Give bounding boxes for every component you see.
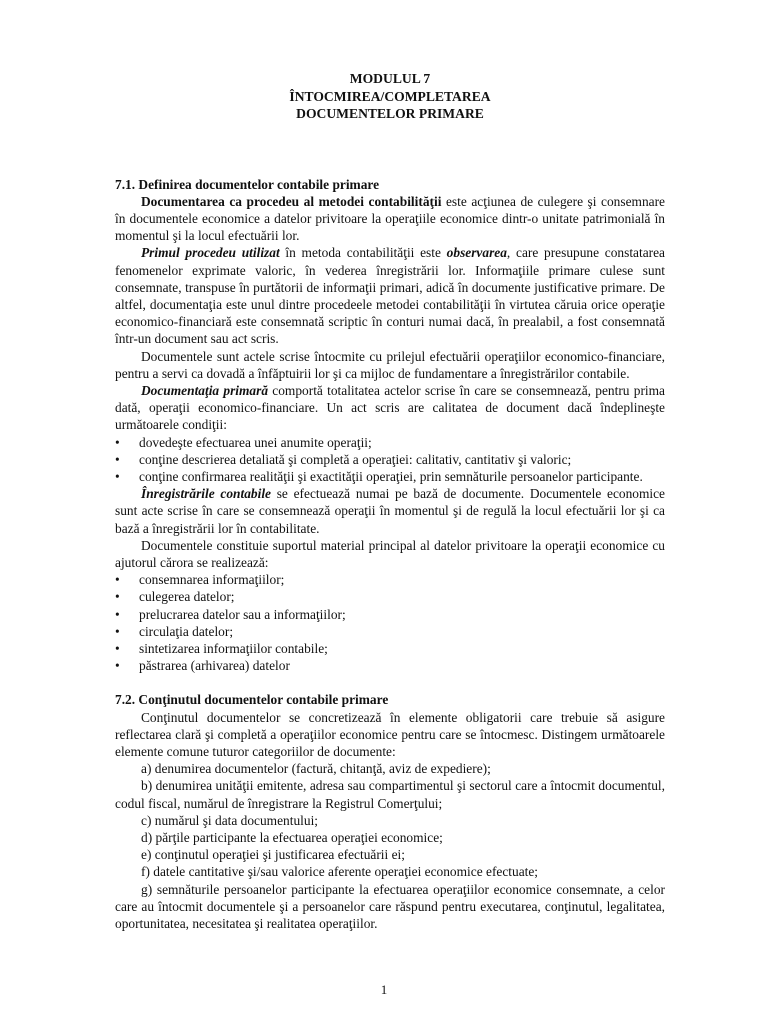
paragraph bbox=[115, 193, 665, 245]
emphasis-term: observarea bbox=[446, 245, 507, 261]
element-item: g) semnăturile persoanelor participante la efectuarea operaţiilor economice consemnate, a celor care au întocmit documentele şi a persoanelor care răspund pentru executarea, conţinutul, legalitatea, oportunitatea, necesitatea şi realitatea operaţiilor. bbox=[115, 881, 665, 932]
element-item: b) denumirea unităţii emitente, adresa sau compartimentul şi sectorul care a întocmit documentul, codul fiscal, numărul de înregistrare la Registrul Comerţului; bbox=[115, 778, 665, 811]
bullet-icon: • bbox=[115, 468, 120, 484]
section-heading-7-1: 7.1. Definirea documentelor contabile primare bbox=[115, 176, 380, 192]
title-line-1: MODULUL 7 bbox=[349, 71, 431, 86]
bullet-icon: • bbox=[115, 658, 120, 674]
bullet-icon: • bbox=[115, 606, 120, 622]
paragraph: Conţinutul documentelor se concretizează în elemente obligatorii care trebuie să asigure reflectarea clară şi completă a operaţiilor economice pentru care se întocmesc. Distingem următoarele elemente comune tuturor categoriilor de documente: bbox=[115, 709, 665, 759]
paragraph-text: comportă totalitatea actelor scrise în care se consemnează, pentru prima dată, operaţii economico-financiare. Un act scris are calitatea de document dacă îndeplineşte următoarele condiţii: bbox=[115, 382, 665, 433]
bullet-icon: • bbox=[115, 451, 120, 467]
title-line-2: ÎNTOCMIREA/COMPLETAREA bbox=[289, 88, 491, 104]
paragraph-text: , care presupune constatarea fenomenelor exprimate valoric, în vederea înregistrării lor. Informaţiile primare culese sunt consemnate, transpuse în purtătorii de informaţii primari, adică în documente justificative primare. De altfel, documentaţia este unul dintre procedeele metodei contabilităţii în virtutea căruia orice operaţie economico-financiară este consemnată scriptic în conturi numai dacă, în prealabil, a fost consemnată într-un document sau act scris. bbox=[115, 245, 665, 347]
list-item: • sintetizarea informaţiilor contabile; bbox=[115, 640, 328, 656]
paragraph bbox=[115, 382, 665, 434]
paragraph-text: este acţiunea de culegere şi consemnare în documentele economice a datelor privitoare la operaţiile economice dintr-o unitate patrimonială în momentul şi la locul efectuării lor. bbox=[115, 193, 665, 244]
module-title bbox=[115, 70, 665, 123]
document-page bbox=[115, 70, 665, 932]
emphasis-term: Primul procedeu utilizat bbox=[141, 245, 280, 261]
element-item: d) părţile participante la efectuarea operaţiei economice; bbox=[141, 830, 443, 846]
bullet-icon: • bbox=[115, 434, 120, 450]
paragraph-text: în metoda contabilităţii este bbox=[279, 245, 447, 261]
list-item: • conţine confirmarea realităţii şi exactităţii operaţiei, prin semnăturile persoanelor participante. bbox=[115, 468, 643, 484]
paragraph bbox=[115, 244, 665, 347]
bullet-icon: • bbox=[115, 640, 120, 656]
element-item: a) denumirea documentelor (factură, chitanţă, aviz de expediere); bbox=[141, 761, 491, 777]
paragraph: Documentele sunt actele scrise întocmite cu prilejul efectuării operaţiilor economico-financiare, pentru a servi ca dovadă a înfăptuirii lor şi ca mijloc de fundamentare a înregistrărilor contabile. bbox=[115, 348, 665, 381]
element-item: e) conţinutul operaţiei şi justificarea efectuării ei; bbox=[141, 847, 405, 863]
bullet-icon: • bbox=[115, 589, 120, 605]
element-item: c) numărul şi data documentului; bbox=[141, 812, 319, 828]
section-heading-7-2: 7.2. Conţinutul documentelor contabile primare bbox=[115, 692, 389, 708]
emphasis-term: Documentaţia primară bbox=[141, 382, 269, 398]
list-item: • păstrarea (arhivarea) datelor bbox=[115, 658, 290, 674]
conditions-list bbox=[115, 434, 665, 486]
bullet-icon: • bbox=[115, 572, 120, 588]
bold-term: Documentarea ca procedeu al metodei contabilităţii bbox=[141, 193, 442, 209]
page-number: 1 bbox=[380, 982, 388, 997]
list-item: • prelucrarea datelor sau a informaţiilor; bbox=[115, 606, 346, 622]
list-item: • circulaţia datelor; bbox=[115, 623, 234, 639]
paragraph: Documentele constituie suportul material principal al datelor privitoare la operaţii economice cu ajutorul cărora se realizează: bbox=[115, 537, 665, 570]
bullet-icon: • bbox=[115, 623, 120, 639]
title-line-3: DOCUMENTELOR PRIMARE bbox=[296, 106, 484, 121]
element-item: f) datele cantitative şi/sau valorice aferente operaţiei economice efectuate; bbox=[141, 864, 539, 880]
list-item: • conţine descrierea detaliată şi completă a operaţiei: calitativ, cantitativ şi valoric; bbox=[115, 451, 572, 467]
paragraph-text: se efectuează numai pe bază de documente. Documentele economice sunt acte scrise în care se consemnează operaţii în momentul şi de regulă la locul efectuării lor şi ca bază a înregistrării lor în contabilitate. bbox=[115, 486, 665, 536]
emphasis-term: Înregistrările contabile bbox=[141, 486, 271, 502]
list-item: • dovedeşte efectuarea unei anumite operaţii; bbox=[115, 434, 372, 450]
functions-list bbox=[115, 571, 665, 674]
list-item: • consemnarea informaţiilor; bbox=[115, 572, 285, 588]
paragraph bbox=[115, 485, 665, 537]
list-item: • culegerea datelor; bbox=[115, 589, 235, 605]
